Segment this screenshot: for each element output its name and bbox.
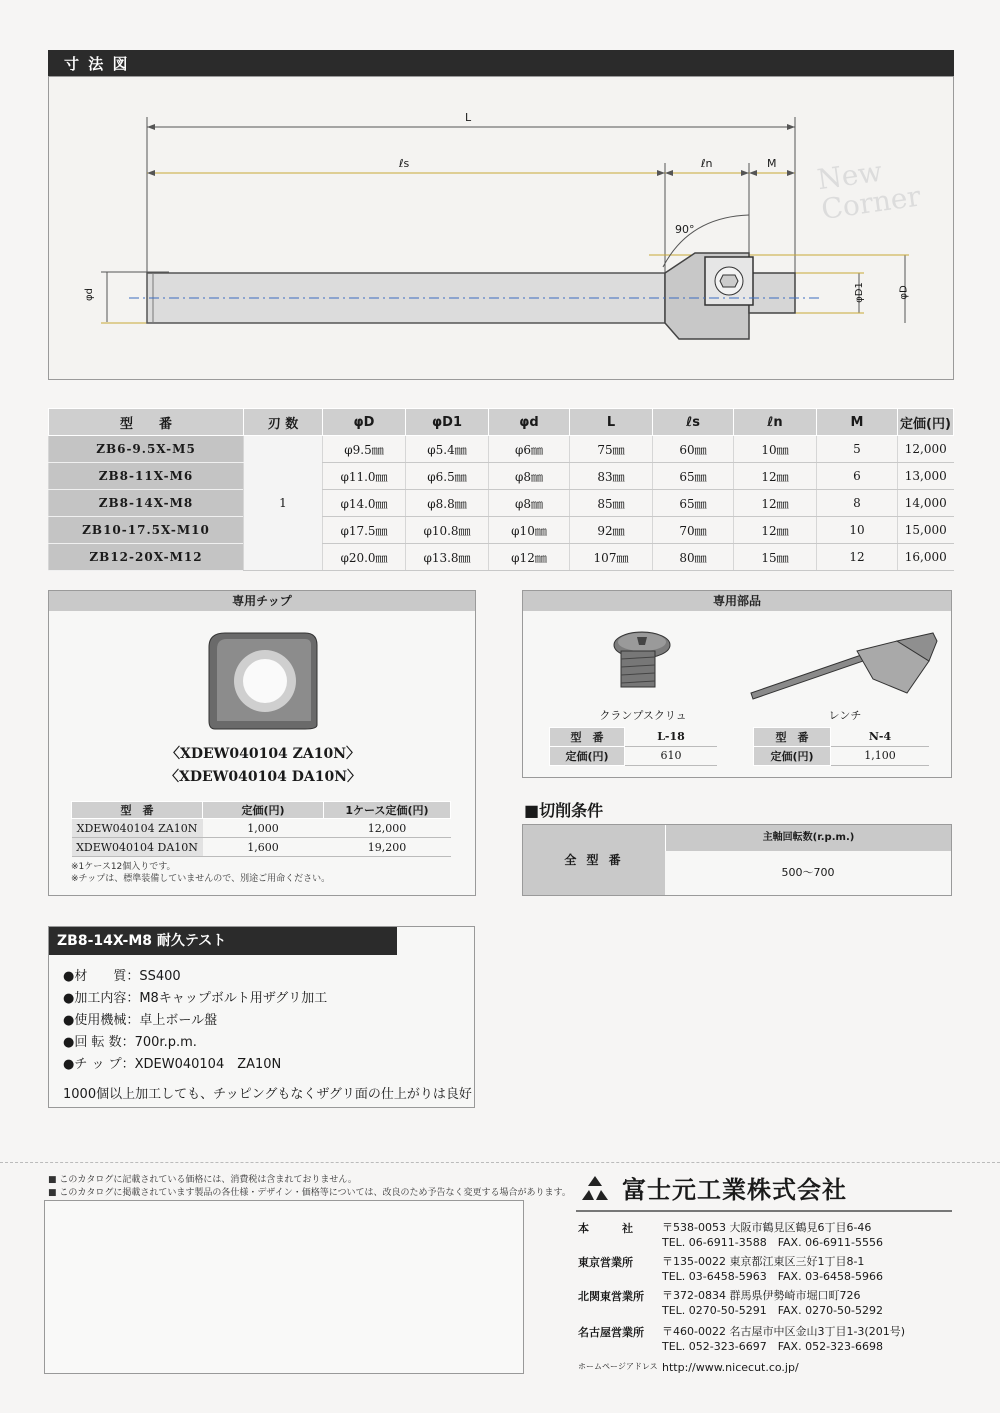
tips-panel [48,590,476,896]
d-cell: φ8㎜ [489,490,570,517]
D-cell: φ20.0㎜ [323,544,406,571]
ls-cell: 70㎜ [653,517,734,544]
screw-caption: クランプスクリュ [599,709,687,722]
durability-item: ●加工内容：M8キャップボルト用ザグリ加工 [63,991,328,1006]
screw-price-header: 定価(円) [550,746,625,765]
durability-item: ●回 転 数：700r.p.m. [63,1035,197,1050]
col-model: 型 番 [49,409,244,436]
ls-cell: 60㎜ [653,436,734,463]
label-angle: 90° [675,223,695,236]
dimension-drawing-panel [48,76,954,380]
d-cell: φ6㎜ [489,436,570,463]
model-cell: ZB12-20X-M12 [49,544,244,571]
d-cell: φ12㎜ [489,544,570,571]
parts-title: 専用部品 [523,591,951,611]
price-cell: 15,000 [898,517,954,544]
price-cell: 14,000 [898,490,954,517]
col-d: φd [489,409,570,436]
ls-cell: 65㎜ [653,463,734,490]
blade-count-cell: 1 [244,436,323,571]
ln-cell: 12㎜ [734,490,817,517]
M-cell: 5 [817,436,898,463]
wrench-model-value: N-4 [831,728,930,747]
col-ls: ℓs [653,409,734,436]
label-ln: ℓn [701,157,713,170]
spec-table [48,408,954,571]
table-row [49,544,954,571]
col-ln: ℓn [734,409,817,436]
ln-cell: 10㎜ [734,436,817,463]
D1-cell: φ10.8㎜ [406,517,489,544]
tip-model: XDEW040104 DA10N [72,838,203,857]
watermark: New Corner [815,154,923,227]
tips-col-price: 定価(円) [203,802,324,819]
office-label: 北関東営業所 [578,1290,644,1303]
footer-blank-box [44,1200,524,1374]
insert-tip-image [205,625,325,735]
label-L: L [465,111,472,124]
L-cell: 107㎜ [570,544,653,571]
L-cell: 85㎜ [570,490,653,517]
cutting-panel [522,824,952,896]
wrench-table [753,727,929,766]
model-cell: ZB8-11X-M6 [49,463,244,490]
label-M: M [767,157,777,170]
L-cell: 92㎜ [570,517,653,544]
company-logo-icon [578,1174,612,1204]
D-cell: φ9.5㎜ [323,436,406,463]
durability-item: ●材 質：SS400 [63,969,181,984]
footer-divider [0,1162,1000,1163]
homepage-url[interactable]: http://www.nicecut.co.jp/ [662,1361,799,1374]
table-row [49,490,954,517]
label-ls: ℓs [399,157,410,170]
ln-cell: 12㎜ [734,463,817,490]
price-cell: 13,000 [898,463,954,490]
tip-name-2: 〈XDEW040104 DA10N〉 [165,769,361,785]
d-cell: φ8㎜ [489,463,570,490]
office-label: 名古屋営業所 [578,1326,644,1339]
M-cell: 8 [817,490,898,517]
tip-price: 1,600 [203,838,324,857]
model-cell: ZB10-17.5X-M10 [49,517,244,544]
footer-note-1: ■ このカタログに記載されている価格には、消費税は含まれておりません。 [48,1175,357,1185]
office-address: 〒460-0022 名古屋市中区金山3丁目1-3(201号) [662,1325,905,1338]
D-cell: φ17.5㎜ [323,517,406,544]
col-M: M [817,409,898,436]
label-phi-D1: φD1 [853,282,865,303]
screw-model-header: 型 番 [550,728,625,747]
screw-model-value: L-18 [625,728,718,747]
parts-panel [522,590,952,778]
M-cell: 12 [817,544,898,571]
tip-name-1: 〈XDEW040104 ZA10N〉 [165,746,361,762]
label-phi-D: φD [898,285,910,300]
dimension-section-title: 寸 法 図 [64,55,130,73]
tip-model: XDEW040104 ZA10N [72,819,203,838]
table-row [72,838,451,857]
D1-cell: φ5.4㎜ [406,436,489,463]
durability-result: 1000個以上加工しても、チッピングもなくザグリ面の仕上がりは良好 [63,1087,472,1102]
table-row [72,819,451,838]
D-cell: φ14.0㎜ [323,490,406,517]
cutting-row-label: 全 型 番 [523,825,665,895]
L-cell: 83㎜ [570,463,653,490]
spec-table-header-row [49,409,954,436]
company-name: 富士元工業株式会社 [622,1176,847,1204]
col-L: L [570,409,653,436]
model-cell: ZB6-9.5X-M5 [49,436,244,463]
wrench-price-value: 1,100 [831,746,930,765]
table-row [49,436,954,463]
col-blades: 刃 数 [244,409,323,436]
tip-case-price: 12,000 [324,819,451,838]
office-address: 〒372-0834 群馬県伊勢崎市堀口町726 [662,1289,861,1302]
cutting-col-header: 主軸回転数(r.p.m.) [665,825,951,851]
col-D: φD [323,409,406,436]
clamp-screw-image [597,627,687,697]
D1-cell: φ6.5㎜ [406,463,489,490]
tip-case-price: 19,200 [324,838,451,857]
tips-col-case: 1ケース定価(円) [324,802,451,819]
ls-cell: 65㎜ [653,490,734,517]
cutting-title: ■切削条件 [524,801,604,820]
office-tel: TEL. 03-6458-5963 FAX. 03-6458-5966 [662,1270,884,1283]
price-cell: 16,000 [898,544,954,571]
office-tel: TEL. 06-6911-3588 FAX. 06-6911-5556 [662,1236,884,1249]
table-row [49,517,954,544]
label-phi-d: φd [83,288,95,301]
office-label: 東京営業所 [578,1256,633,1269]
office-tel: TEL. 052-323-6697 FAX. 052-323-6698 [662,1340,884,1353]
tip-price: 1,000 [203,819,324,838]
wrench-model-header: 型 番 [754,728,831,747]
dimension-section-header [48,50,954,76]
D1-cell: φ13.8㎜ [406,544,489,571]
tips-note-2: ※チップは、標準装備していませんので、別途ご用命ください。 [71,874,331,884]
durability-item: ●使用機械：卓上ボール盤 [63,1013,218,1028]
L-cell: 75㎜ [570,436,653,463]
wrench-caption: レンチ [828,709,862,722]
price-cell: 12,000 [898,436,954,463]
D-cell: φ11.0㎜ [323,463,406,490]
M-cell: 6 [817,463,898,490]
office-label: 本 社 [578,1222,633,1235]
ln-cell: 15㎜ [734,544,817,571]
col-D1: φD1 [406,409,489,436]
durability-title: ZB8-14X-M8 耐久テスト [49,927,397,955]
homepage-label: ホームページアドレス [578,1362,658,1371]
footer-note-2: ■ このカタログに掲載されています製品の各仕様・デザイン・価格等については、改良のため予告なく変更する場合があります。 [48,1188,571,1198]
col-price: 定価(円) [898,409,954,436]
screw-price-value: 610 [625,746,718,765]
ln-cell: 12㎜ [734,517,817,544]
tips-note-1: ※1ケース12個入りです。 [71,862,176,872]
table-row [49,463,954,490]
wrench-price-header: 定価(円) [754,746,831,765]
M-cell: 10 [817,517,898,544]
cutting-rpm-value: 500〜700 [781,866,835,879]
tips-table [71,801,451,857]
tool-dimension-drawing [49,77,955,381]
D1-cell: φ8.8㎜ [406,490,489,517]
durability-item: ●チ ッ プ：XDEW040104 ZA10N [63,1057,282,1072]
office-address: 〒135-0022 東京都江東区三好1丁目8-1 [662,1255,865,1268]
d-cell: φ10㎜ [489,517,570,544]
tips-title: 専用チップ [49,591,475,611]
wrench-image [747,631,947,711]
tips-col-model: 型 番 [72,802,203,819]
office-address: 〒538-0053 大阪市鶴見区鶴見6丁目6-46 [662,1221,872,1234]
durability-panel [48,926,475,1108]
model-cell: ZB8-14X-M8 [49,490,244,517]
company-underline [576,1210,952,1212]
ls-cell: 80㎜ [653,544,734,571]
screw-table [549,727,717,766]
office-tel: TEL. 0270-50-5291 FAX. 0270-50-5292 [662,1304,884,1317]
